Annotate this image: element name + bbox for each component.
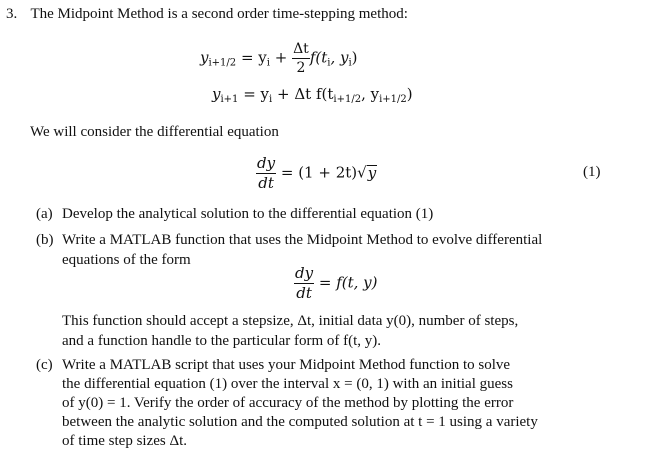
ode-fraction xyxy=(256,156,276,191)
item-b-line1: Write a MATLAB function that uses the Midpoint Method to evolve differential xyxy=(62,232,543,248)
eq1-frac-num: Δt xyxy=(293,41,309,57)
problem-intro: The Midpoint Method is a second order time-stepping method: xyxy=(30,6,408,22)
item-b-line3: This function should accept a stepsize, Δt, initial data y(0), number of steps, xyxy=(62,313,519,329)
equation-tag: (1) xyxy=(583,164,601,180)
item-a-text: Develop the analytical solution to the differential equation (1) xyxy=(62,206,434,222)
eq1-func: f(t xyxy=(309,48,328,67)
eq1-frac-den: 2 xyxy=(296,60,306,76)
consider-text: We will consider the differential equation xyxy=(30,124,279,140)
item-c-label: (c) xyxy=(36,357,53,373)
item-c-line2: the differential equation (1) over the interval x = (0, 1) with an initial guess xyxy=(62,376,513,392)
sqrt-symbol: √ xyxy=(357,163,367,182)
item-b-label: (b) xyxy=(36,232,54,248)
eq1-lhs: y xyxy=(200,48,209,67)
problem-heading xyxy=(6,4,408,24)
eq2-rhs: = y xyxy=(243,85,270,103)
eq1-func-sub-t: i xyxy=(327,57,331,69)
eq2-sub-t: i+1/2 xyxy=(333,94,362,105)
item-b-eq-rhs: = f(t, y) xyxy=(318,273,378,292)
item-b-eq-num: dy xyxy=(295,264,314,282)
eq1-lhs-sub: i+1/2 xyxy=(208,57,237,69)
equation-full-step xyxy=(212,85,413,105)
eq2-lhs-sub: i+1 xyxy=(220,94,239,105)
ode-num: dy xyxy=(257,154,276,172)
eq2-lhs: y xyxy=(212,85,221,103)
item-a-label: (a) xyxy=(36,206,53,222)
eq2-sub-y: i+1/2 xyxy=(379,94,407,105)
item-c-line5: of time step sizes Δt. xyxy=(62,433,188,449)
item-b-eq-den: dt xyxy=(296,284,312,302)
eq1-func-end: ) xyxy=(351,48,358,67)
equation-half-step xyxy=(200,42,358,75)
problem-number: 3. xyxy=(6,6,18,22)
eq1-rhs: = y xyxy=(240,48,267,67)
eq2-end: ) xyxy=(406,85,413,103)
ode-rhs: = (1 + 2t) xyxy=(280,163,358,182)
item-c-line3: of y(0) = 1. Verify the order of accuracy of the method by plotting the error xyxy=(62,395,514,411)
eq1-func-sub-y: i xyxy=(348,57,352,69)
eq2-rest: + Δt f(t xyxy=(272,85,334,103)
eq2-rhs-sub: i xyxy=(269,94,273,105)
eq2-mid: , y xyxy=(361,85,380,103)
eq1-func-mid: , y xyxy=(330,48,349,67)
item-c-line4: between the analytic solution and the computed solution at t = 1 using a variety xyxy=(62,414,538,430)
item-b-line4: and a function handle to the particular form of f(t, y). xyxy=(62,333,382,349)
list-item-b xyxy=(36,230,542,250)
ode-equation xyxy=(256,156,377,191)
eq1-fraction xyxy=(292,42,310,75)
item-c-line1: Write a MATLAB script that uses your Midpoint Method function to solve xyxy=(62,357,511,373)
item-b-fraction xyxy=(294,266,314,301)
item-b-line2: equations of the form xyxy=(62,252,191,268)
eq1-rhs-sub: i xyxy=(266,57,270,69)
list-item-c xyxy=(36,355,510,375)
ode-den: dt xyxy=(258,174,274,192)
list-item-a xyxy=(36,204,433,224)
eq1-plus: + xyxy=(269,48,293,67)
ode-sqrt-arg: y xyxy=(367,163,377,182)
item-b-equation xyxy=(294,266,378,301)
